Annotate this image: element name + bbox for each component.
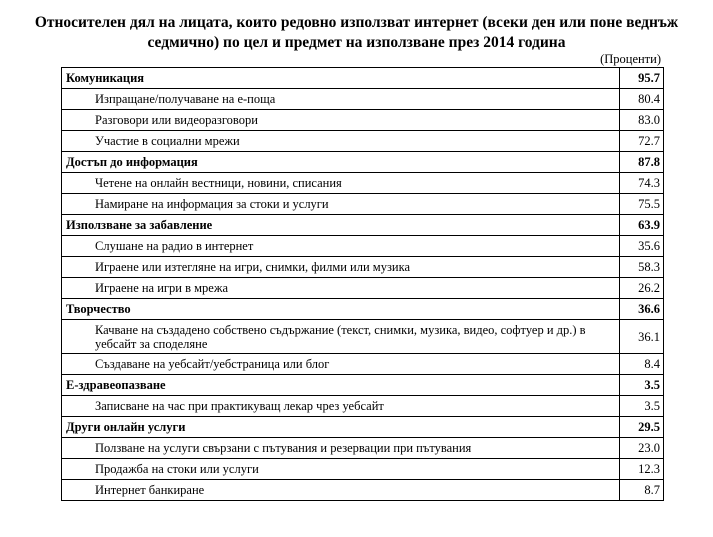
category-value: 87.8 (620, 152, 664, 173)
category-value: 29.5 (620, 417, 664, 438)
table-row (62, 194, 664, 215)
item-value: 26.2 (620, 278, 664, 299)
item-value: 8.7 (620, 480, 664, 501)
category-row (62, 215, 664, 236)
item-label: Изпращане/получаване на е-поща (62, 89, 620, 110)
item-value: 58.3 (620, 257, 664, 278)
category-label: Е-здравеопазване (62, 375, 620, 396)
table-row (62, 89, 664, 110)
category-row (62, 375, 664, 396)
category-row (62, 68, 664, 89)
item-value: 36.1 (620, 320, 664, 354)
table-row (62, 278, 664, 299)
table-row (62, 480, 664, 501)
item-value: 35.6 (620, 236, 664, 257)
table-row (62, 257, 664, 278)
table-row (62, 320, 664, 354)
document-title: Относителен дял на лицата, които редовно използват интернет (всеки ден или поне веднъж седмично) по цел и предмет на използване през 2014 година (34, 14, 679, 51)
category-value: 63.9 (620, 215, 664, 236)
item-value: 83.0 (620, 110, 664, 131)
table-row (62, 459, 664, 480)
item-value: 8.4 (620, 354, 664, 375)
item-label: Играене на игри в мрежа (62, 278, 620, 299)
table-row (62, 354, 664, 375)
item-label: Участие в социални мрежи (62, 131, 620, 152)
category-label: Творчество (62, 299, 620, 320)
item-value: 12.3 (620, 459, 664, 480)
category-row (62, 417, 664, 438)
category-row (62, 152, 664, 173)
item-label: Продажба на стоки или услуги (62, 459, 620, 480)
item-label: Четене на онлайн вестници, новини, списания (62, 173, 620, 194)
table-row (62, 110, 664, 131)
item-label: Качване на създадено собствено съдържание (текст, снимки, музика, видео, софтуер и др.) в уебсайт за споделяне (62, 320, 620, 354)
item-label: Създаване на уебсайт/уебстраница или блог (62, 354, 620, 375)
item-value: 74.3 (620, 173, 664, 194)
table-row (62, 396, 664, 417)
category-row (62, 299, 664, 320)
category-value: 36.6 (620, 299, 664, 320)
item-value: 75.5 (620, 194, 664, 215)
item-label: Ползване на услуги свързани с пътувания и резервации при пътувания (62, 438, 620, 459)
table-row (62, 236, 664, 257)
item-label: Интернет банкиране (62, 480, 620, 501)
item-label: Разговори или видеоразговори (62, 110, 620, 131)
statistics-table (61, 67, 664, 501)
item-value: 80.4 (620, 89, 664, 110)
category-value: 3.5 (620, 375, 664, 396)
category-label: Други онлайн услуги (62, 417, 620, 438)
table-body (62, 68, 664, 501)
category-label: Комуникация (62, 68, 620, 89)
unit-label: (Проценти) (600, 52, 661, 66)
table-row (62, 131, 664, 152)
category-label: Достъп до информация (62, 152, 620, 173)
item-label: Играене или изтегляне на игри, снимки, филми или музика (62, 257, 620, 278)
item-value: 3.5 (620, 396, 664, 417)
table-row (62, 173, 664, 194)
item-label: Записване на час при практикуващ лекар чрез уебсайт (62, 396, 620, 417)
item-label: Намиране на информация за стоки и услуги (62, 194, 620, 215)
item-label: Слушане на радио в интернет (62, 236, 620, 257)
category-label: Използване за забавление (62, 215, 620, 236)
table-row (62, 438, 664, 459)
item-value: 72.7 (620, 131, 664, 152)
category-value: 95.7 (620, 68, 664, 89)
item-value: 23.0 (620, 438, 664, 459)
